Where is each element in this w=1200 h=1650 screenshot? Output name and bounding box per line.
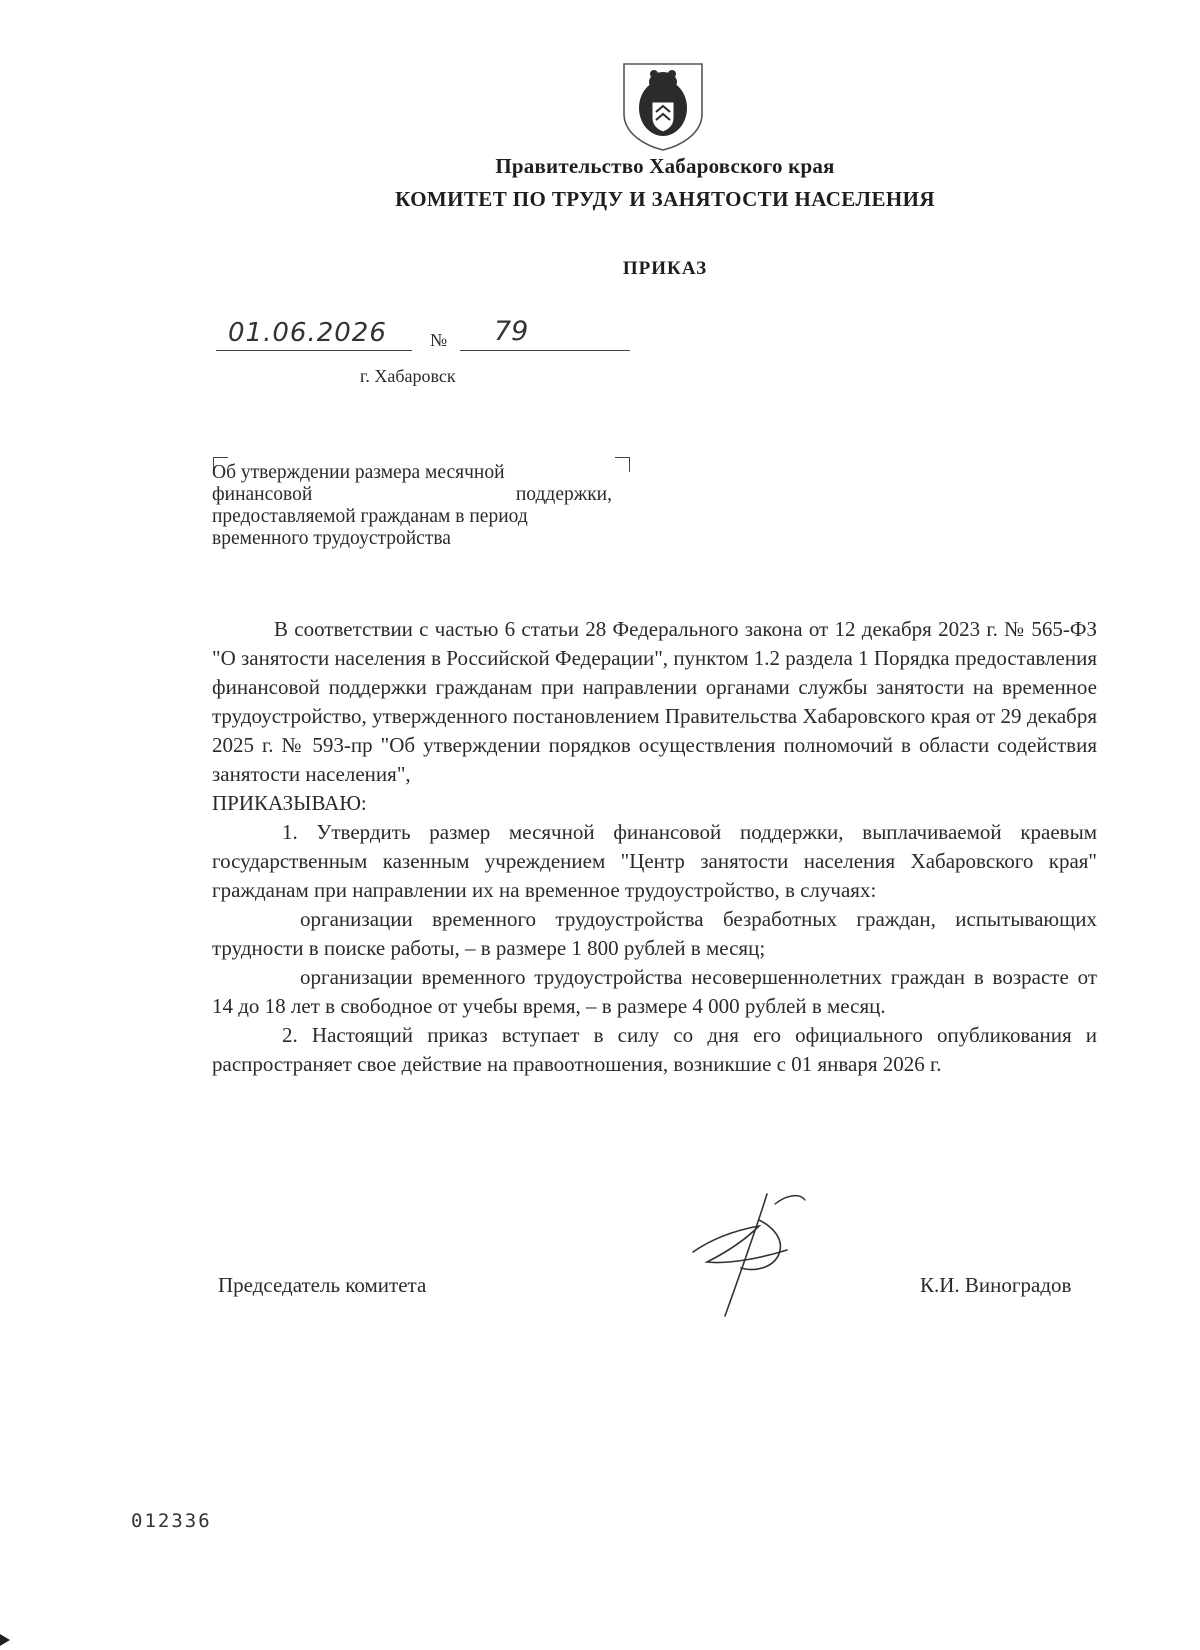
handwritten-signature <box>675 1190 825 1320</box>
subject-corner-right <box>615 457 630 472</box>
coat-of-arms-emblem <box>618 60 708 152</box>
subject-word: поддержки, <box>515 484 612 505</box>
order-number: 79 <box>494 316 529 347</box>
scan-corner-mark <box>0 1634 10 1646</box>
item-2-paragraph: 2. Настоящий приказ вступает в силу со дня его официального опубликования и распространяет свое действие на правоотношения, возникшие с 01 января 2026 г. <box>212 1023 1097 1076</box>
committee-title: КОМИТЕТ ПО ТРУДУ И ЗАНЯТОСТИ НАСЕЛЕНИЯ <box>395 187 935 211</box>
item-1-paragraph: 1. Утвердить размер месячной финансовой поддержки, выплачиваемой краевым государственным казенным учреждением "Центр занятости населения Хабаровского края" гражданам при направлении их на временное трудоустройство, в случаях: <box>212 820 1097 902</box>
subject-line: Об утверждении размера месячной <box>212 462 505 483</box>
document-serial-number: 012336 <box>131 1510 212 1532</box>
order-date: 01.06.2026 <box>228 318 387 348</box>
item-1-case-1: организации временного трудоустройства безработных граждан, испытывающих трудности в поиске работы, – в размере 1 800 рублей в месяц; <box>212 907 1097 960</box>
signer-name: К.И. Виноградов <box>920 1273 1072 1297</box>
government-title: Правительство Хабаровского края <box>495 154 835 178</box>
subject-line: временного трудоустройства <box>212 528 451 549</box>
order-body <box>212 615 1097 1079</box>
date-underline <box>216 350 412 351</box>
item-1-case-2: организации временного трудоустройства несовершеннолетних граждан в возрасте от 14 до 18 лет в свободное от учебы время, – в размере 4 000 рублей в месяц. <box>212 965 1097 1018</box>
preamble-paragraph: В соответствии с частью 6 статьи 28 Федерального закона от 12 декабря 2023 г. № 565-ФЗ "О занятости населения в Российской Федерации", пунктом 1.2 раздела 1 Порядка предоставления финансовой поддержки гражданам при направлении органами службы занятости на временное трудоустройство, утвержденного постановлением Правительства Хабаровского края от 29 декабря 2025 г. № 593-пр "Об утверждении порядков осуществления полномочий в области содействия занятости населения", <box>212 617 1097 786</box>
document-type: ПРИКАЗ <box>622 258 708 279</box>
city: г. Хабаровск <box>360 366 456 386</box>
subject-line: предоставляемой гражданам в период <box>212 506 528 527</box>
number-underline <box>460 350 630 351</box>
signer-role: Председатель комитета <box>218 1273 427 1297</box>
subject-word: финансовой <box>212 484 313 505</box>
order-subject <box>212 462 612 550</box>
number-label: № <box>430 330 448 350</box>
directive: ПРИКАЗЫВАЮ: <box>212 791 367 815</box>
subject-line <box>212 484 612 506</box>
